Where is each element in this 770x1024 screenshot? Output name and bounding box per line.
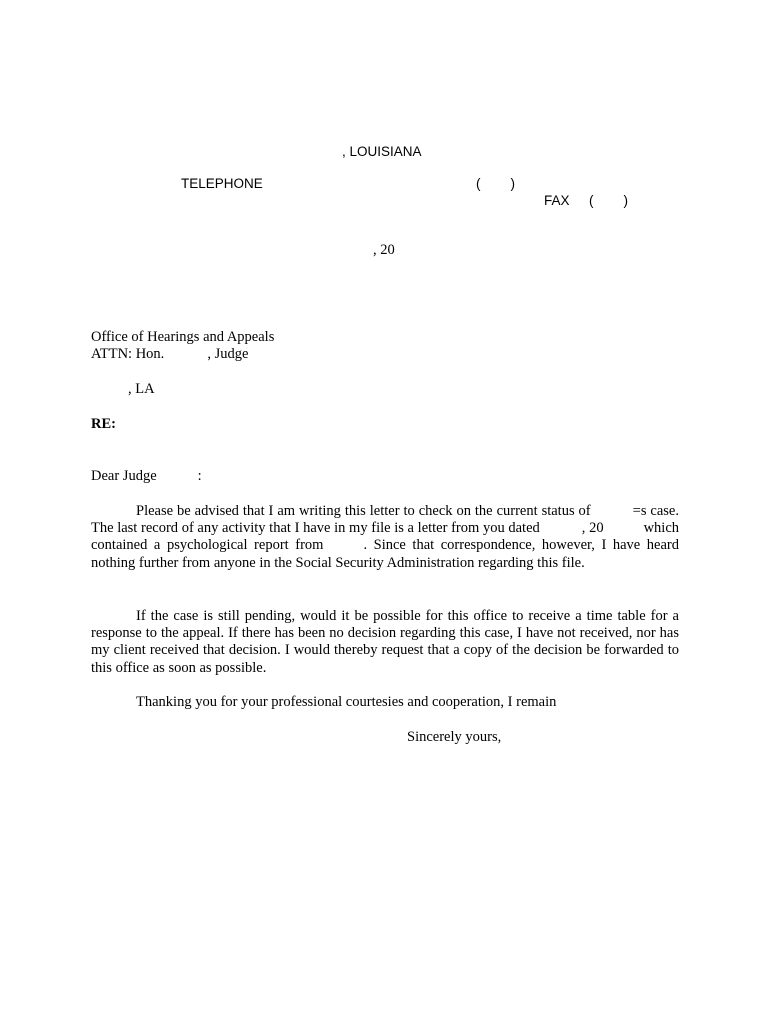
closing: Sincerely yours, <box>407 729 502 745</box>
p1-line2: case. The last record of any activity that I have in my file is a letter from you dated <box>91 503 679 537</box>
p1-possessive: =s <box>632 503 647 519</box>
p1-start: Please be advised that I am writing this letter to check on the current status of <box>136 503 591 519</box>
salutation-prefix: Dear Judge <box>91 468 157 484</box>
p1-end: . Since that correspondence, however, I have heard nothing further from anyone in the Social Security Administration regarding this file. <box>91 537 679 571</box>
recipient-attn-suffix: , Judge <box>207 346 249 362</box>
recipient-attn <box>91 346 248 363</box>
p1-comma: , <box>581 520 586 537</box>
letterhead-telephone-label: TELEPHONE <box>181 176 263 191</box>
letterhead-fax-label: FAX <box>544 193 570 208</box>
letterhead-city-state: , LOUISIANA <box>342 144 422 159</box>
recipient-office: Office of Hearings and Appeals <box>91 329 275 345</box>
p1-mid: which contained a psychological report from <box>91 520 680 554</box>
p1-year: 20 <box>589 520 604 537</box>
body-paragraph-3: Thanking you for your professional courtesies and cooperation, I remain <box>136 694 557 710</box>
recipient-attn-prefix: ATTN: Hon. <box>91 346 165 362</box>
p2-text: If the case is still pending, would it be possible for this office to receive a time table for a response to the appeal. If there has been no decision regarding this case, I have not received, nor has my client received that decision. I would thereby request that a copy of the decision be forwarded to this office as soon as possible. <box>91 608 679 676</box>
re-label: RE: <box>91 416 116 432</box>
body-paragraph-2 <box>91 608 679 677</box>
salutation <box>91 468 202 485</box>
date-line: , 20 <box>373 242 395 258</box>
recipient-city-state: , LA <box>128 381 155 397</box>
letterhead-fax-area: ( ) <box>589 193 628 208</box>
body-paragraph-1 <box>91 503 679 572</box>
salutation-colon: : <box>197 468 202 484</box>
letterhead-telephone-area: ( ) <box>476 176 515 191</box>
